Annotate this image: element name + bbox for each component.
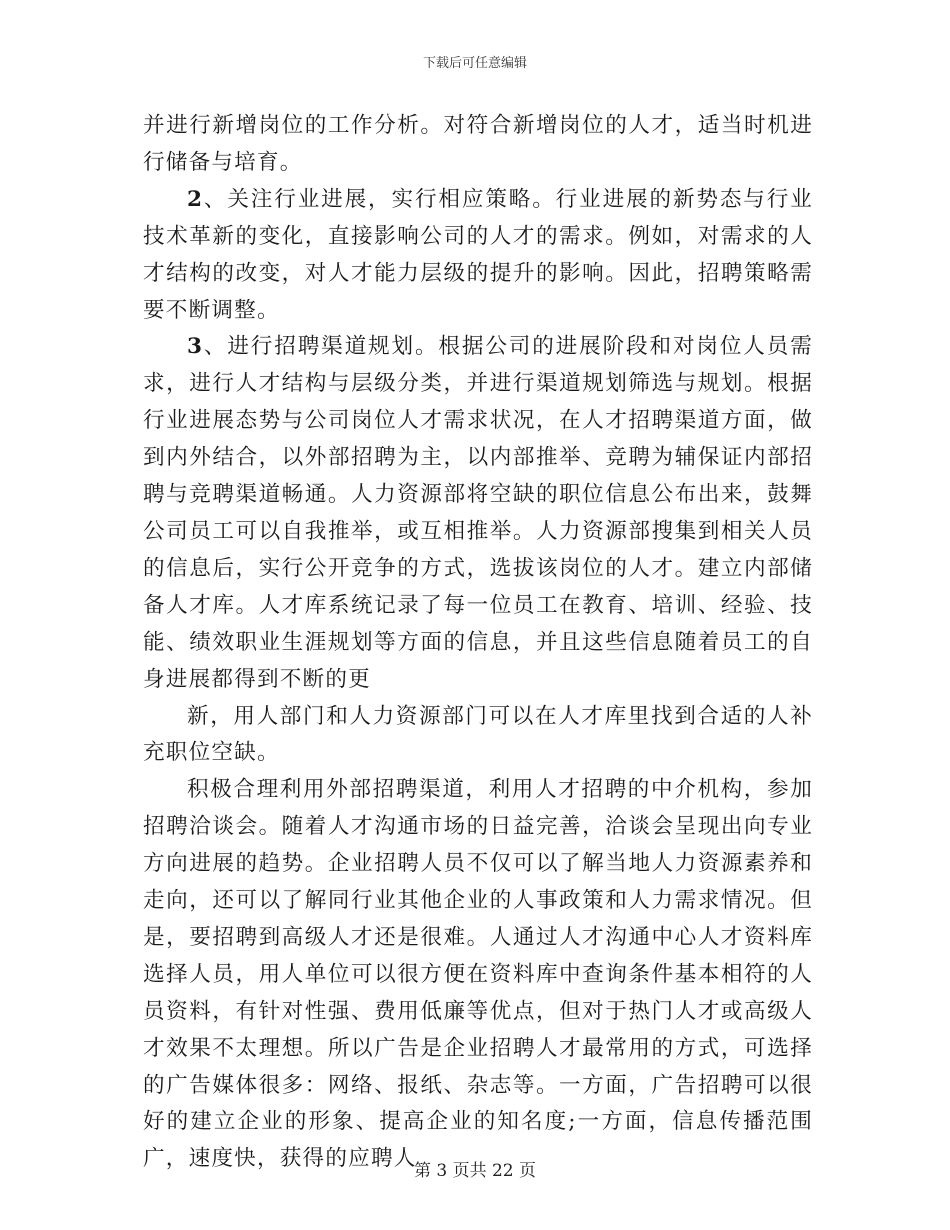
page-header: 下载后可任意编辑 — [422, 56, 527, 71]
paragraph-text: 新，用人部门和人力资源部门可以在人才库里找到合适的人补充职位空缺。 — [143, 703, 813, 766]
paragraph-4 — [143, 699, 813, 773]
paragraph-text: 积极合理利用外部招聘渠道，利用人才招聘的中介机构，参加招聘洽谈会。随着人才沟通市场的日益完善，洽谈会呈现出向专业方向进展的趋势。企业招聘人员不仅可以了解当地人力资源素养和走向，还可以了解同行业其他企业的人事政策和人力需求情况。但是，要招聘到高级人才还是很难。人通过人才沟通中心人才资料库选择人员，用人单位可以很方便在资料库中查询条件基本相符的人员资料，有针对性强、费用低廉等优点，但对于热门人才或高级人才效果不太理想。所以广告是企业招聘人才最常用的方式，可选择的广告媒体很多：网络、报纸、杂志等。一方面，广告招聘可以很好的建立企业的形象、提高企业的知名度;一方面，信息传播范围广，速度快，获得的应聘人 — [143, 777, 813, 1172]
paragraph-text: 、进行招聘渠道规划。根据公司的进展阶段和对岗位人员需求，进行人才结构与层级分类，并进行渠道规划筛选与规划。根据行业进展态势与公司岗位人才需求状况，在人才招聘渠道方面，做到内外结合，以外部招聘为主，以内部推举、竞聘为辅保证内部招聘与竞聘渠道畅通。人力资源部将空缺的职位信息公布出来，鼓舞公司员工可以自我推举，或互相推举。人力资源部搜集到相关人员的信息后，实行公开竞争的方式，选拔该岗位的人才。建立内部储备人才库。人才库系统记录了每一位员工在教育、培训、经验、技能、绩效职业生涯规划等方面的信息，并且这些信息随着员工的自身进展都得到不断的更 — [143, 334, 813, 692]
page-footer: 第 3 页共 22 页 — [413, 1161, 537, 1181]
paragraph-text: 、关注行业进展，实行相应策略。行业进展的新势态与行业技术革新的变化，直接影响公司的人才的需求。例如，对需求的人才结构的改变，对人才能力层级的提升的影响。因此，招聘策略需要不断调整。 — [143, 186, 813, 323]
paragraph-3 — [143, 329, 813, 698]
paragraph-5 — [143, 772, 813, 1178]
item-number: 3 — [187, 334, 204, 360]
item-number: 2 — [187, 186, 204, 212]
paragraph-2 — [143, 182, 813, 330]
paragraph-1 — [143, 108, 813, 182]
document-body — [143, 108, 813, 1178]
paragraph-text: 并进行新增岗位的工作分析。对符合新增岗位的人才，适当时机进行储备与培育。 — [143, 113, 813, 175]
